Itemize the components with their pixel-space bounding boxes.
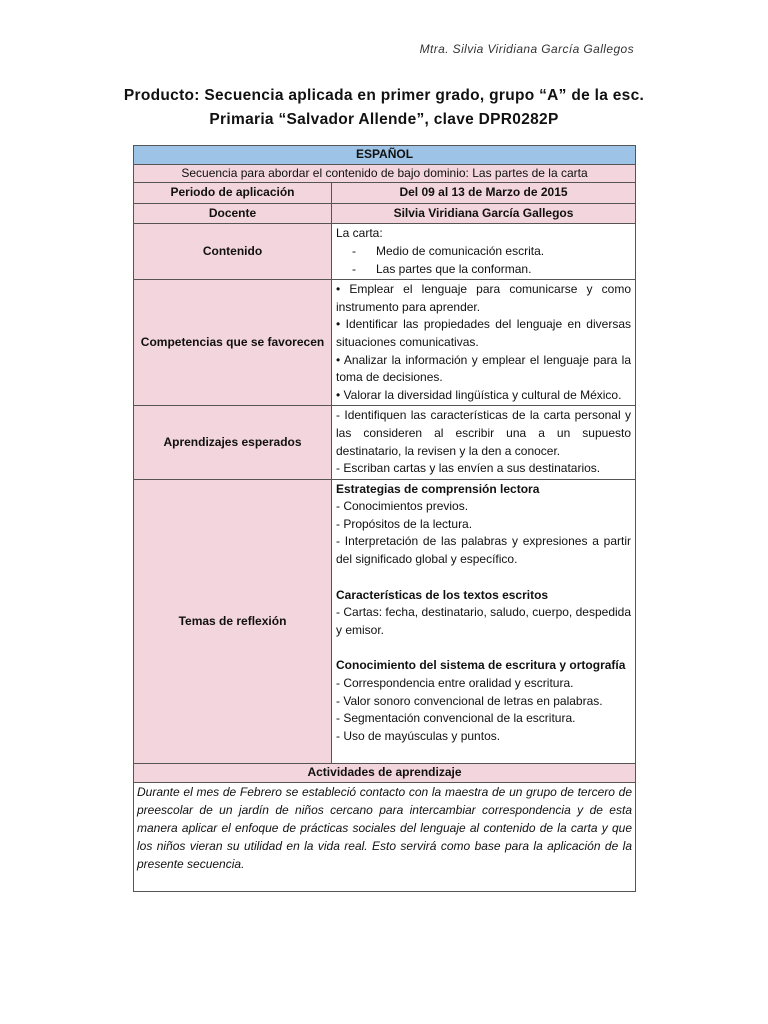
subject-row bbox=[134, 146, 636, 165]
list-item: - Escriban cartas y las envíen a sus destinatarios. bbox=[336, 461, 601, 476]
competencies-label: Competencias que se favorecen bbox=[134, 280, 332, 406]
list-item: - Uso de mayúsculas y puntos. bbox=[336, 728, 501, 743]
list-item: - Propósitos de la lectura. bbox=[336, 516, 473, 531]
learning-cell bbox=[332, 406, 636, 479]
document-title bbox=[100, 84, 668, 132]
subject-header: ESPAÑOL bbox=[134, 146, 636, 165]
list-item: - Medio de comunicación escrita. bbox=[352, 243, 631, 261]
teacher-row bbox=[134, 203, 636, 224]
activities-label: Actividades de aprendizaje bbox=[134, 764, 636, 783]
topics-label: Temas de reflexión bbox=[134, 479, 332, 764]
list-item: - Valor sonoro convencional de letras en palabras. bbox=[336, 693, 603, 708]
content-cell bbox=[332, 224, 636, 280]
activities-header-row bbox=[134, 764, 636, 783]
list-item: - Las partes que la conforman. bbox=[352, 261, 631, 279]
teacher-value: Silvia Viridiana García Gallegos bbox=[332, 203, 636, 224]
period-value: Del 09 al 13 de Marzo de 2015 bbox=[332, 183, 636, 204]
sequence-title-row bbox=[134, 164, 636, 183]
content-label: Contenido bbox=[134, 224, 332, 280]
activities-text: Durante el mes de Febrero se estableció contacto con la maestra de un grupo de tercero de preescolar de un jardín de niños cercano para intercambiar correspondencia y de esta manera aplicar el enfoque de prácticas sociales del lenguaje al contenido de la carta y que los niños vieran su utilidad en la vida real. Esto servirá como base para la aplicación de la presente secuencia. bbox=[134, 783, 636, 892]
list-item: - Segmentación convencional de la escritura. bbox=[336, 711, 576, 726]
list-item: • Identificar las propiedades del lenguaje en diversas situaciones comunicativas. bbox=[336, 317, 631, 349]
topics-group-title: Características de los textos escritos bbox=[336, 587, 549, 602]
list-item: - Interpretación de las palabras y expresiones a partir del significado global y específico. bbox=[336, 534, 631, 567]
competencies-cell bbox=[332, 280, 636, 406]
topics-group-title: Conocimiento del sistema de escritura y ortografía bbox=[336, 658, 626, 673]
content-intro: La carta: bbox=[336, 226, 383, 241]
list-item: • Valorar la diversidad lingüística y cultural de México. bbox=[336, 387, 622, 402]
sequence-title: Secuencia para abordar el contenido de bajo dominio: Las partes de la carta bbox=[134, 164, 636, 183]
topics-row bbox=[134, 479, 636, 764]
activities-row bbox=[134, 783, 636, 892]
competencies-row bbox=[134, 280, 636, 406]
list-item: - Cartas: fecha, destinatario, saludo, cuerpo, despedida y emisor. bbox=[336, 605, 631, 637]
learning-label: Aprendizajes esperados bbox=[134, 406, 332, 479]
topics-cell bbox=[332, 479, 636, 764]
author-name: Mtra. Silvia Viridiana García Gallegos bbox=[419, 42, 634, 56]
list-item: • Emplear el lenguaje para comunicarse y como instrumento para aprender. bbox=[336, 282, 631, 314]
title-line-2: Primaria “Salvador Allende”, clave DPR0282P bbox=[209, 111, 559, 128]
sequence-table bbox=[133, 145, 636, 892]
content-list bbox=[336, 243, 631, 278]
period-label: Periodo de aplicación bbox=[134, 183, 332, 204]
content-row bbox=[134, 224, 636, 280]
list-item: - Identifiquen las características de la carta personal y las consideren al escribir una a un supuesto destinatario, la revisen y la den a conocer. bbox=[336, 408, 631, 458]
teacher-label: Docente bbox=[134, 203, 332, 224]
topics-group-title: Estrategias de comprensión lectora bbox=[336, 481, 540, 496]
list-item: • Analizar la información y emplear el lenguaje para la toma de decisiones. bbox=[336, 352, 631, 385]
title-line-1: Producto: Secuencia aplicada en primer grado, grupo “A” de la esc. bbox=[123, 87, 645, 104]
learning-row bbox=[134, 406, 636, 479]
list-item: - Conocimientos previos. bbox=[336, 499, 469, 514]
list-item: - Correspondencia entre oralidad y escritura. bbox=[336, 676, 574, 691]
period-row bbox=[134, 183, 636, 204]
